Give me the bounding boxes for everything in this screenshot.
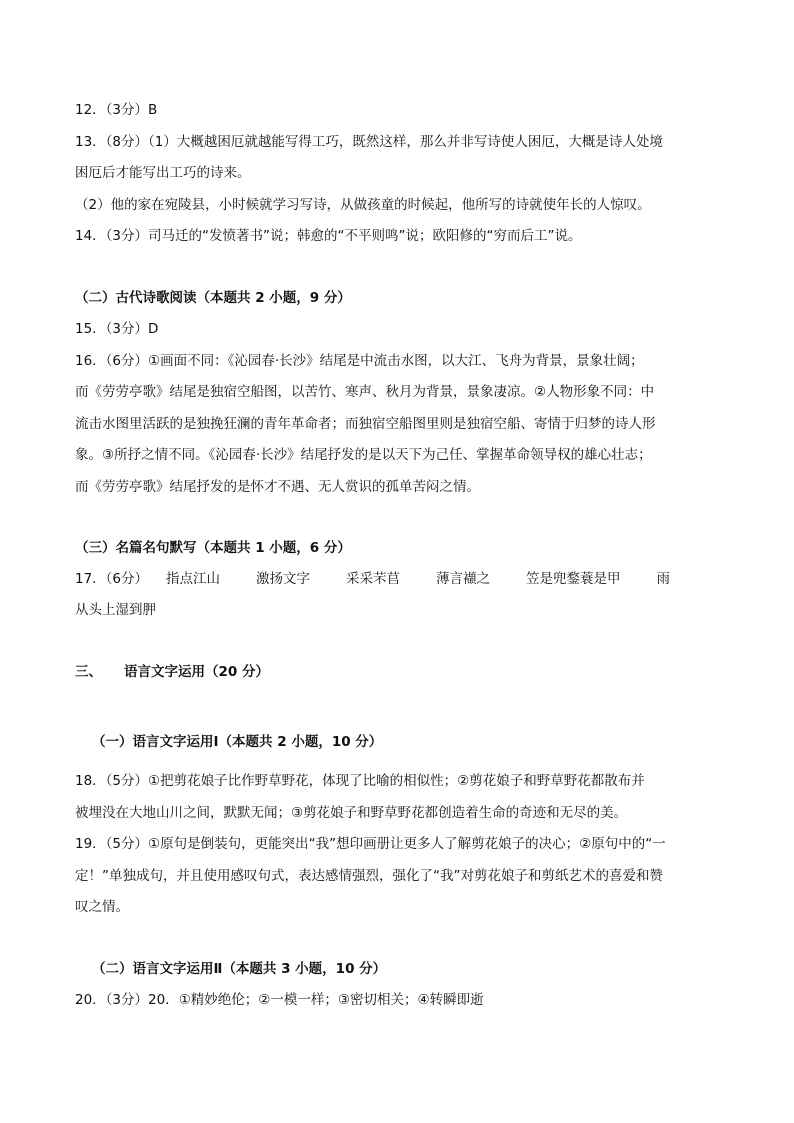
answer-18-line-2: 被埋没在大地山川之间，默默无闻；③剪花娘子和野草野花都创造着生命的奇迹和无尽的美。 [75,805,628,821]
answer-12: 12．（3分）B [75,102,158,118]
answer-13-line-1: 13．（8分）（1）大概越困厄就越能写得工巧，既然这样，那么并非写诗使人困厄，大概是诗人处境 [75,134,663,150]
answer-18-line-1: 18．（5分）①把剪花娘子比作野草野花，体现了比喻的相似性；②剪花娘子和野草野花都散布并 [75,773,645,789]
answer-17-item: 指点江山 [166,571,221,587]
answer-17-item: 采采芣苢 [346,571,401,587]
answer-17-line-1 [75,569,670,589]
answer-17-item: 薄言襭之 [436,571,491,587]
answer-19-line-3: 叹之情。 [75,899,129,915]
answer-17-item: 激扬文字 [256,571,311,587]
answer-16-line-2: 而《劳劳亭歌》结尾是独宿空船图，以苦竹、寒声、秋月为背景，景象凄凉。②人物形象不同：中 [75,384,655,400]
answer-13-line-2: 困厄后才能写出工巧的诗来。 [75,165,251,181]
answer-19-line-1: 19．（5分）①原句是倒装句，更能突出“我”想印画册让更多人了解剪花娘子的决心；②原句中的“一 [75,836,666,852]
subsection-heading-2: （二）语言文字运用Ⅱ（本题共 3 小题，10 分） [92,961,387,977]
answer-17-item: 雨 [656,571,671,587]
part-heading [75,662,269,682]
answer-16-line-1: 16．（6分）①画面不同：《沁园春·长沙》结尾是中流击水图，以大江、飞舟为背景，景象壮阔； [75,353,644,369]
answer-15: 15．（3分）D [75,321,159,337]
subsection-heading-1: （一）语言文字运用Ⅰ（本题共 2 小题，10 分） [92,734,383,750]
answer-13-line-3: （2）他的家在宛陵县，小时候就学习写诗，从做孩童的时候起，他所写的诗就使年长的人惊叹。 [75,197,651,213]
part-heading-number: 三、 [75,664,102,680]
answer-17-prefix: 17．（6分） [75,571,149,587]
answer-16-line-3: 流击水图里活跃的是独挽狂澜的青年革命者；而独宿空船图里则是独宿空船、寄情于归梦的诗人形 [75,416,656,432]
answer-14: 14．（3分）司马迁的“发愤著书”说；韩愈的“不平则鸣”说；欧阳修的“穷而后工”说。 [75,228,582,244]
answer-16-line-5: 而《劳劳亭歌》结尾抒发的是怀才不遇、无人赏识的孤单苦闷之情。 [75,479,480,495]
section-heading-poetry: （二）古代诗歌阅读（本题共 2 小题，9 分） [75,290,351,306]
section-heading-recitation: （三）名篇名句默写（本题共 1 小题，6 分） [75,540,351,556]
answer-17-line-2: 从头上湿到胛 [75,602,156,618]
answer-17-item: 笠是兜鍪蓑是甲 [526,571,621,587]
answer-19-line-2: 定！”单独成句，并且使用感叹句式，表达感情强烈，强化了“我”对剪花娘子和剪纸艺术的喜爱和赞 [75,868,663,884]
answer-20: 20．（3分）20．①精妙绝伦；②一模一样；③密切相关；④转瞬即逝 [75,992,484,1008]
answer-16-line-4: 象。③所抒之情不同。《沁园春·长沙》结尾抒发的是以天下为己任、掌握革命领导权的雄心壮志； [75,447,652,463]
part-heading-text: 语言文字运用（20 分） [124,664,269,680]
